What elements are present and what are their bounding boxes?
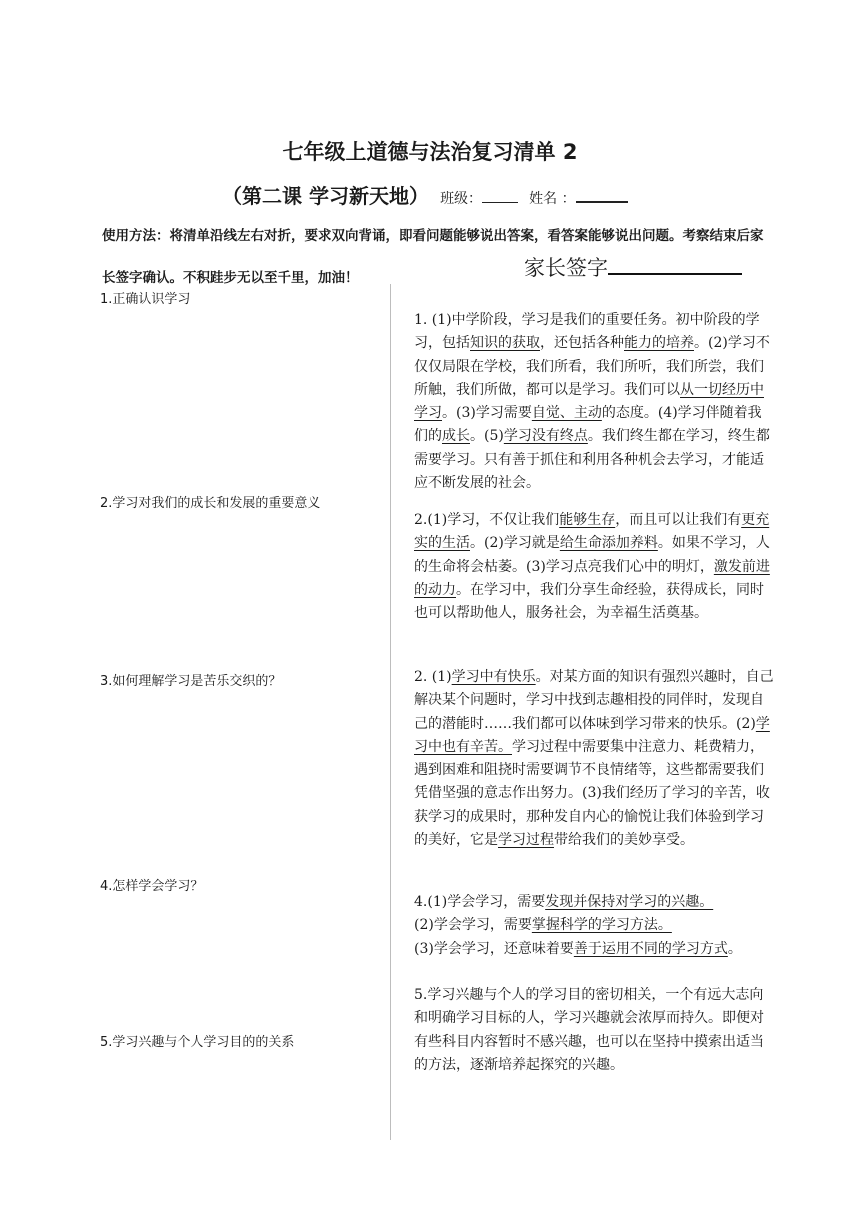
key-point: 能力的培养 xyxy=(624,335,694,352)
answer-text: (2)学会学习，需要 xyxy=(414,917,532,934)
answer-text: (3)学会学习，还意味着要 xyxy=(414,940,574,957)
answer-5: 5.学习兴趣与个人的学习目的密切相关，一个有远大志向和明确学习目标的人，学习兴趣就会浓厚而持久。即便对有些科目内容暂时不感兴趣，也可以在坚持中摸索出适当的方法，逐渐培养起探究的兴趣。 xyxy=(414,987,764,1073)
key-point: 知识的获取 xyxy=(470,335,540,352)
answer-text: 2.(1)学习，不仅让我们 xyxy=(414,512,560,528)
key-point: 更充实的生活 xyxy=(414,512,770,552)
key-point: 掌握科学的学习方法。 xyxy=(531,917,672,934)
answer-text: 。对某方面的知识有强烈兴趣时，自己解决某个问题时，学习中找到志趣相投的同伴时，发现自己的潜能时……我们都可以体味到学习带来的快乐。(2) xyxy=(414,669,774,732)
key-point: 发现并保持对学习的兴趣。 xyxy=(545,894,714,910)
question-1: 1.正确认识学习 xyxy=(100,292,191,307)
key-point: 成长 xyxy=(442,428,470,445)
usage-instructions: 使用方法：将清单沿线左右对折，要求双向背诵，即看问题能够说出答案，看答案能够说出问题。考察结束后家长签字确认。不积跬步无以至千里，加油！ xyxy=(102,228,764,286)
answer-text: ，还包括各种 xyxy=(540,335,624,352)
question-4: 4.怎样学会学习？ xyxy=(100,879,204,894)
page-title: 七年级上道德与法治复习清单 2 xyxy=(282,140,578,164)
key-point: 学习过程 xyxy=(498,832,554,849)
answer-text: 4.(1)学会学习，需要 xyxy=(414,894,546,910)
answer-text: 学习过程中需要集中注意力、耗费精力，遇到困难和阻挠时需要调节不良情绪等，这些都需要我们凭借坚强的意志作出努力。(3)我们经历了学习的辛苦，收获学习的成果时，那种发自内心的愉悦让我们体验到学习的美好，它是 xyxy=(414,738,770,849)
answer-2 xyxy=(414,509,774,625)
answer-text: 。我们终生都在学习，终生都需要学习。只有善于抓住和利用各种机会去学习，才能适应不断发展的社会。 xyxy=(414,428,770,492)
answer-1 xyxy=(414,309,774,495)
question-3: 3.如何理解学习是苦乐交织的？ xyxy=(100,674,282,689)
answer-text: 的态度。(4)学习伴随着我们的 xyxy=(414,405,762,445)
key-point: 给生命添加养料 xyxy=(559,535,658,552)
name-blank xyxy=(576,187,628,203)
answer-text: 。如果不学习，人的生命将会枯萎。(3)学习点亮我们心中的明灯， xyxy=(414,535,770,575)
parent-signature-label: 家长签字 xyxy=(524,256,608,280)
question-2: 2.学习对我们的成长和发展的重要意义 xyxy=(100,496,321,511)
answer-text: 。 xyxy=(727,940,742,957)
subtitle-row xyxy=(222,180,628,209)
answer-4-line-1 xyxy=(414,891,774,914)
answer-text: ，而且可以让我们有 xyxy=(615,512,742,528)
answer-text: 1. (1)中学阶段，学习是我们的重要任务。初中阶段的学习，包括 xyxy=(414,312,760,352)
key-point: 学习没有终点 xyxy=(503,428,588,445)
answer-text: 。在学习中，我们分享生命经验，获得成长，同时也可以帮助他人，服务社会，为幸福生活奠基。 xyxy=(414,581,764,622)
key-point: 从一切经历中学习 xyxy=(414,381,764,422)
class-label: 班级： xyxy=(440,191,483,207)
key-point: 能够生存 xyxy=(559,512,616,528)
key-point: 学习中也有辛苦。 xyxy=(414,715,770,755)
answer-text: 带给我们的美妙享受。 xyxy=(554,832,694,849)
answer-text: 。(5) xyxy=(470,428,504,445)
parent-signature xyxy=(524,252,742,282)
class-blank xyxy=(482,188,518,203)
answer-3 xyxy=(414,666,774,852)
answer-text: 。(2)学习就是 xyxy=(470,535,560,552)
answer-4 xyxy=(414,891,774,961)
key-point: 善于运用不同的学习方式 xyxy=(573,940,728,957)
key-point: 激发前进的动力 xyxy=(414,558,770,598)
key-point: 自觉、主动 xyxy=(531,405,602,422)
signature-line xyxy=(608,253,742,275)
answer-text: 。(3)学习需要 xyxy=(442,405,532,422)
name-label: 姓名 ： xyxy=(529,191,576,207)
key-point: 学习中有快乐 xyxy=(451,669,536,685)
answer-text: 。(2)学习不仅仅局限在学校，我们所看，我们所听，我们所尝，我们所触，我们所做，都可以是学习。我们可以 xyxy=(414,335,770,398)
lesson-subtitle: （第二课 学习新天地） xyxy=(222,184,429,208)
answer-text: 2. (1) xyxy=(414,669,452,685)
question-5: 5.学习兴趣与个人学习目的的关系 xyxy=(100,1035,295,1050)
answer-4-line-2 xyxy=(414,914,774,937)
fold-divider xyxy=(390,284,391,1140)
answer-4-line-3 xyxy=(414,938,774,961)
